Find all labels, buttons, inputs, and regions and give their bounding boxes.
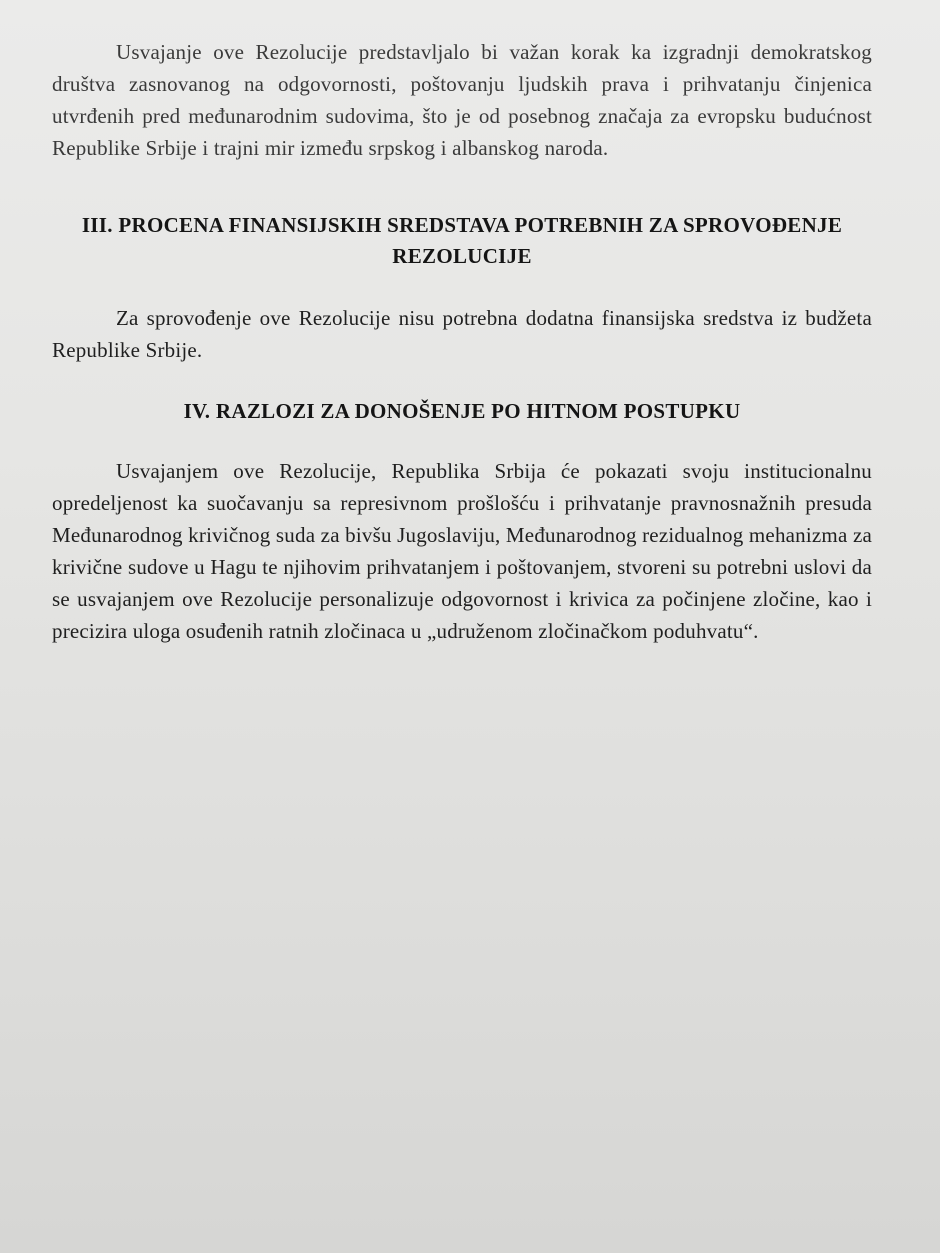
paragraph-financial: Za sprovođenje ove Rezolucije nisu potrebna dodatna finansijska sredstva iz budžeta Republike Srbije. [52, 306, 872, 362]
section-heading-iii-line-2: REZOLUCIJE [392, 244, 532, 268]
section-heading-iii-line-1: III. PROCENA FINANSIJSKIH SREDSTAVA POTREBNIH ZA SPROVOĐENJE [81, 213, 843, 237]
section-heading-iv: IV. RAZLOZI ZA DONOŠENJE PO HITNOM POSTUPKU [183, 399, 741, 423]
paragraph-intro: Usvajanje ove Rezolucije predstavljalo bi važan korak ka izgradnji demokratskog društva zasnovanog na odgovornosti, poštovanju ljudskih prava i prihvatanju činjenica utvrđenih pred međunarodnim sudovima, što je od posebnog značaja za evropsku budućnost Republike Srbije i trajni mir između srpskog i albanskog naroda. [52, 40, 872, 160]
paragraph-urgency: Usvajanjem ove Rezolucije, Republika Srbija će pokazati svoju institucionalnu opredeljenost ka suočavanju sa represivnom prošlošću i prihvatanje pravnosnažnih presuda Međunarodnog krivičnog suda za bivšu Jugoslaviju, Međunarodnog rezidualnog mehanizma za krivične sudove u Hagu te njihovim prihvatanjem i poštovanjem, stvoreni su potrebni uslovi da se usvajanjem ove Rezolucije personalizuje odgovornost i krivica za počinjene zločine, kao i precizira uloga osuđenih ratnih zločinaca u „udruženom zločinačkom poduhvatu“. [52, 459, 872, 643]
section-heading-iii [52, 210, 872, 272]
